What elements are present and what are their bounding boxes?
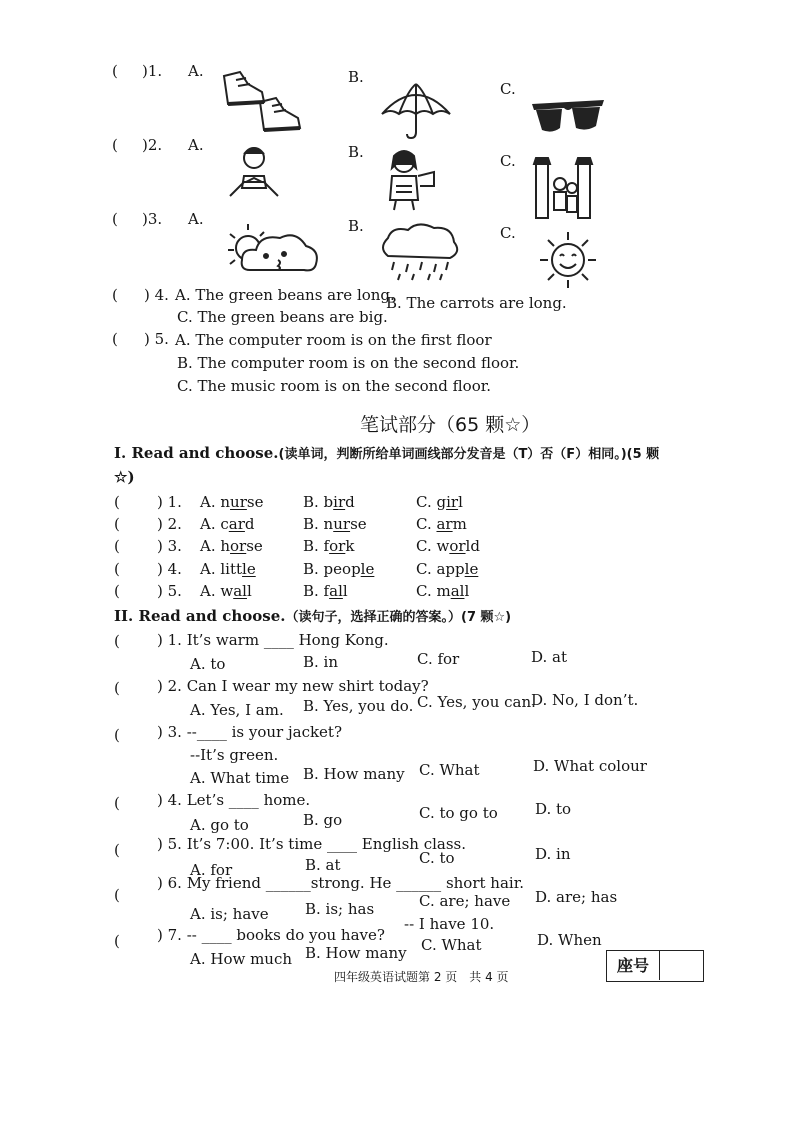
option-c: C. What (421, 936, 482, 954)
written-part-title: 笔试部分（65 颗☆） (360, 414, 541, 436)
option-b: B. people (303, 560, 375, 578)
option-a: A. How much (190, 950, 293, 968)
sunglasses-icon (530, 98, 606, 138)
option-letter: C. (500, 80, 516, 98)
answer-paren[interactable]: ( (114, 932, 120, 950)
option-a: A. to (190, 655, 226, 673)
option-d: D. When (537, 931, 602, 949)
question-number: )2. (142, 136, 163, 154)
boy-reading-icon (226, 142, 282, 198)
seat-number-box[interactable] (606, 950, 704, 982)
option-a: A. nurse (200, 493, 264, 511)
question-number: ) 5. (144, 330, 169, 348)
option-c: C. Yes, you can. (417, 693, 536, 711)
option-c: C. to (419, 849, 455, 867)
seat-number-label: 座号 (607, 951, 660, 980)
question-number: )1. (142, 62, 163, 80)
question-number: ) 3. (157, 537, 182, 555)
answer-paren[interactable]: ( (112, 62, 118, 80)
option-letter: B. (348, 217, 364, 235)
section2-title (114, 606, 511, 625)
answer-paren[interactable]: ( (112, 136, 118, 154)
question-number: ) 2. (157, 515, 182, 533)
answer-paren[interactable]: ( (114, 515, 120, 533)
option-d: D. in (535, 845, 571, 863)
option-c: C. arm (416, 515, 467, 533)
option-b: B. fall (303, 582, 348, 600)
option-a: A. is; have (190, 905, 269, 923)
question-number: ) 1. (157, 493, 182, 511)
section1-title-en: I. Read and choose. (114, 444, 279, 462)
option-letter: A. (188, 210, 204, 228)
answer-paren[interactable]: ( (114, 886, 120, 904)
option-a: A. card (200, 515, 255, 533)
option-b: B. How many (303, 765, 405, 783)
page-footer: 四年级英语试题第 2 页 共 4 页 (334, 970, 509, 984)
question-text: ) 4. Let’s ____ home. (157, 791, 311, 809)
option-c: C. What (419, 761, 480, 779)
sunny-icon (538, 230, 598, 290)
option-a: A. horse (200, 537, 263, 555)
children-at-gate-icon (532, 154, 594, 220)
answer-line: --It’s green. (190, 746, 279, 764)
option-d: D. What colour (533, 757, 647, 775)
answer-paren[interactable]: ( (114, 537, 120, 555)
option-d: D. No, I don’t. (531, 691, 639, 709)
question-text: ) 3. --____ is your jacket? (157, 723, 343, 741)
option-letter: A. (188, 62, 204, 80)
option-a: A. little (200, 560, 256, 578)
answer-paren[interactable]: ( (112, 210, 118, 228)
option-a: A. wall (200, 582, 252, 600)
question-number: ) 4. (157, 560, 182, 578)
option-c: C. The music room is on the second floor. (177, 377, 492, 395)
option-b: B. How many (305, 944, 407, 962)
option-letter: B. (348, 68, 364, 86)
question-text: ) 5. It’s 7:00. It’s time ____ English class. (157, 835, 466, 853)
answer-paren[interactable]: ( (114, 560, 120, 578)
question-text: ) 2. Can I wear my new shirt today? (157, 677, 429, 695)
cloudy-icon (226, 220, 324, 276)
question-text: ) 7. -- ____ books do you have? (157, 926, 385, 944)
option-d: D. at (531, 648, 567, 666)
option-b: B. bird (303, 493, 355, 511)
option-d: D. are; has (535, 888, 618, 906)
option-a: A. go to (190, 816, 249, 834)
section1-title (114, 443, 659, 462)
option-a: A. for (190, 861, 233, 879)
option-b: B. nurse (303, 515, 367, 533)
answer-paren[interactable]: ( (114, 493, 120, 511)
answer-line: -- I have 10. (404, 915, 495, 933)
option-c: C. world (416, 537, 480, 555)
option-c: C. to go to (419, 804, 498, 822)
section1-title-cn: (读单词，判断所给单词画线部分发音是（T）否（F）相同。)(5 颗 (278, 447, 660, 462)
answer-paren[interactable]: ( (114, 794, 120, 812)
option-c: C. mall (416, 582, 470, 600)
question-text: ) 6. My friend ______strong. He ______ short hair. (157, 874, 524, 892)
option-b: B. is; has (305, 900, 375, 918)
section2-title-en: II. Read and choose. (114, 607, 286, 625)
question-number: )3. (142, 210, 163, 228)
option-b: B. fork (303, 537, 355, 555)
answer-paren[interactable]: ( (114, 582, 120, 600)
option-b: B. Yes, you do. (303, 697, 414, 715)
option-d: D. to (535, 800, 572, 818)
answer-paren[interactable]: ( (114, 679, 120, 697)
option-c: C. The green beans are big. (177, 308, 388, 326)
rainy-icon (380, 222, 460, 284)
option-a: A. What time (190, 769, 290, 787)
section2-title-cn: （读句子，选择正确的答案。）(7 颗☆) (285, 610, 512, 625)
answer-paren[interactable]: ( (114, 841, 120, 859)
option-a: A. The computer room is on the first floor (175, 331, 492, 349)
girl-cooking-icon (382, 146, 438, 214)
option-b: B. at (305, 856, 341, 874)
answer-paren[interactable]: ( (114, 632, 120, 650)
umbrella-icon (380, 80, 452, 142)
question-number: ) 4. (144, 286, 169, 304)
option-letter: C. (500, 152, 516, 170)
option-b: B. in (303, 653, 339, 671)
option-b: B. The computer room is on the second floor. (177, 354, 520, 372)
answer-paren[interactable]: ( (114, 726, 120, 744)
option-a: A. The green beans are long. (175, 286, 395, 304)
option-c: C. are; have (419, 892, 511, 910)
option-b: B. go (303, 811, 343, 829)
section1-title-star: ☆) (114, 468, 135, 486)
option-letter: A. (188, 136, 204, 154)
option-a: A. Yes, I am. (190, 701, 284, 719)
question-text: ) 1. It’s warm ____ Hong Kong. (157, 631, 389, 649)
option-b: B. The carrots are long. (386, 294, 567, 312)
answer-paren[interactable]: ( (112, 330, 118, 348)
question-number: ) 5. (157, 582, 182, 600)
option-c: C. girl (416, 493, 463, 511)
option-c: C. apple (416, 560, 479, 578)
option-letter: B. (348, 143, 364, 161)
option-c: C. for (417, 650, 460, 668)
answer-paren[interactable]: ( (112, 286, 118, 304)
option-letter: C. (500, 224, 516, 242)
sneakers-icon (218, 66, 306, 132)
